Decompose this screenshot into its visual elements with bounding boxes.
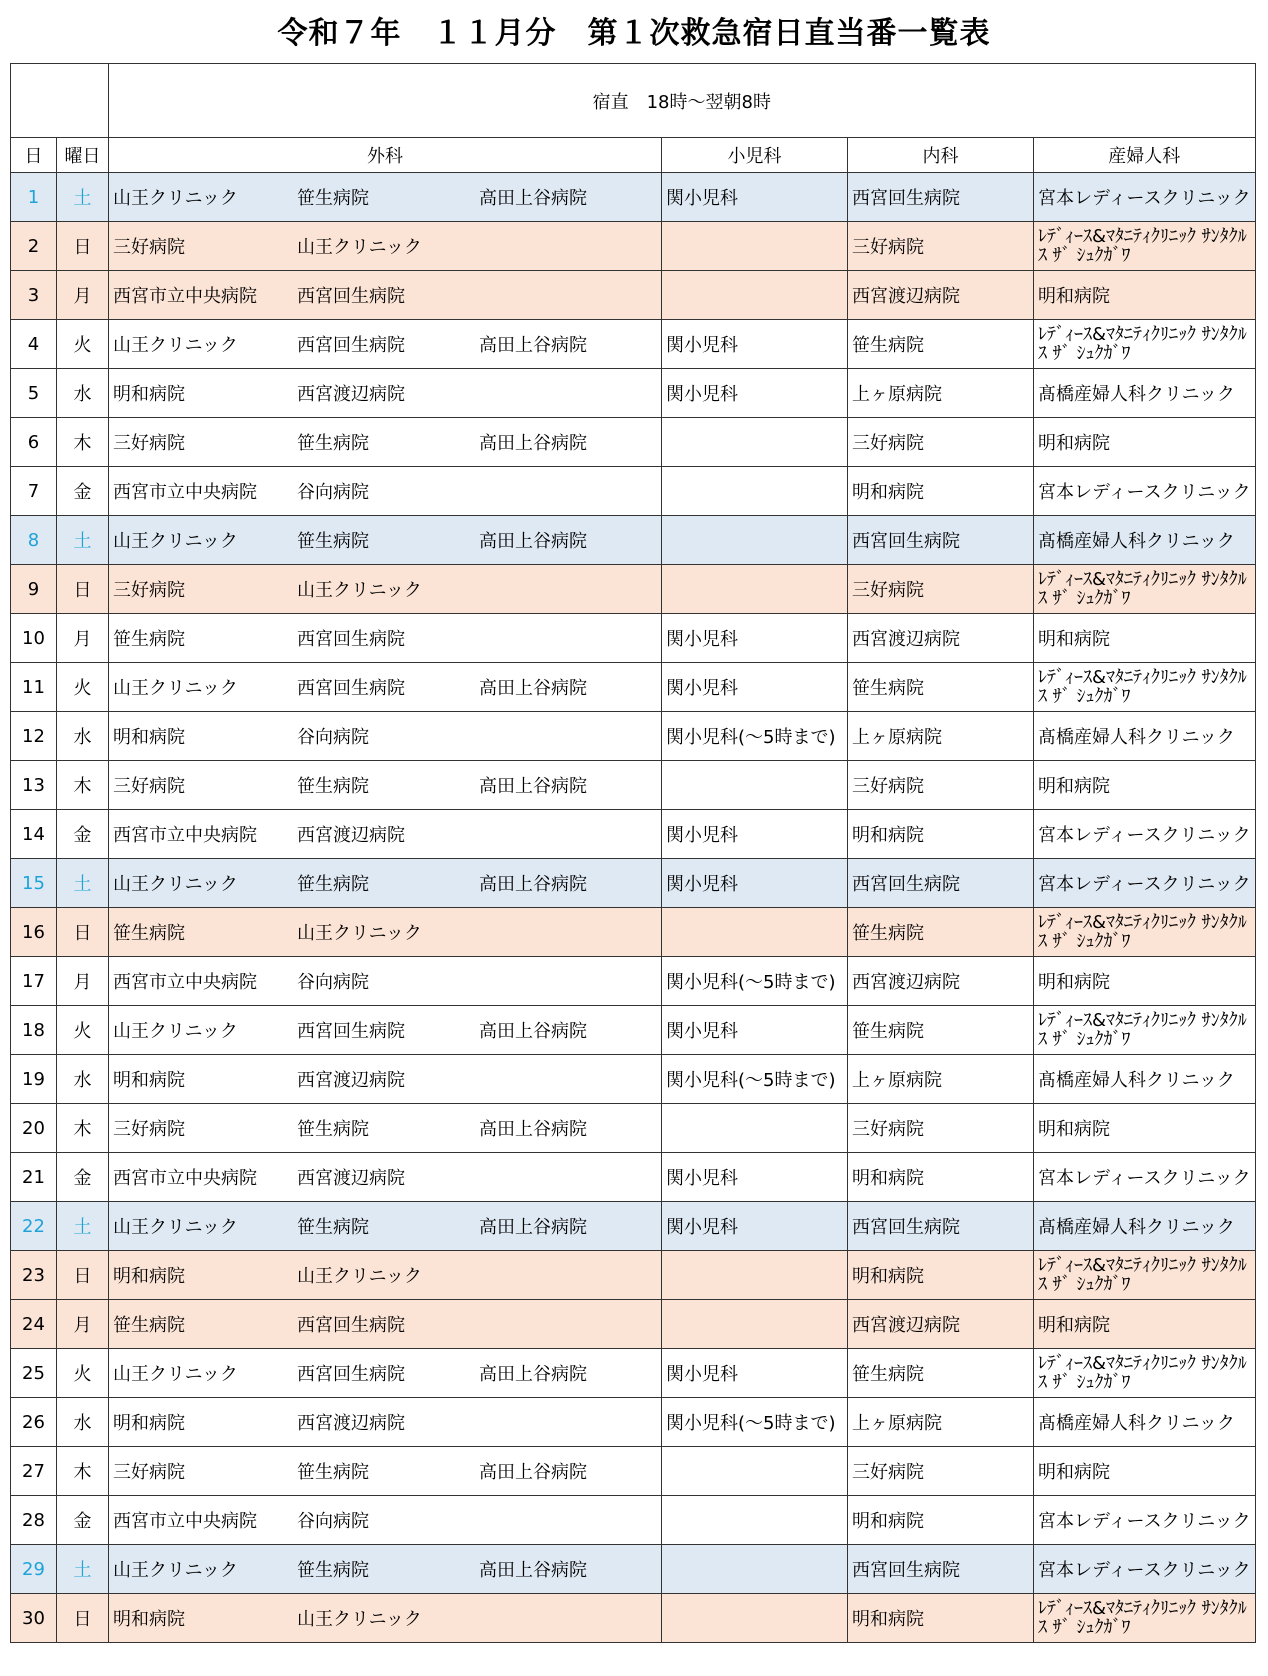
obstetrics-gynecology-cell: 髙橋産婦人科クリニック [1034,516,1256,565]
surgery-hospital: 高田上谷病院 [479,531,587,552]
day-number-cell: 17 [11,957,57,1006]
surgery-cell [109,761,662,810]
day-number-cell: 18 [11,1006,57,1055]
obstetrics-gynecology-cell: 髙橋産婦人科クリニック [1034,1398,1256,1447]
pediatrics-cell [662,222,848,271]
pediatrics-cell [662,1300,848,1349]
weekday-cell: 日 [57,222,109,271]
internal-medicine-cell: 三好病院 [848,761,1034,810]
surgery-hospital: 高田上谷病院 [479,874,587,895]
surgery-cell [109,957,662,1006]
table-row [11,1251,1256,1300]
pediatrics-cell [662,565,848,614]
column-header-day: 日 [11,138,57,173]
weekday-cell: 水 [57,369,109,418]
obstetrics-gynecology-cell: 髙橋産婦人科クリニック [1034,1202,1256,1251]
surgery-cell [109,1202,662,1251]
surgery-hospital: 高田上谷病院 [479,188,587,209]
surgery-cell [109,369,662,418]
pediatrics-cell: 関小児科 [662,173,848,222]
surgery-hospital: 西宮回生病院 [297,1364,405,1385]
day-number-cell: 7 [11,467,57,516]
weekday-cell: 金 [57,1153,109,1202]
internal-medicine-cell: 西宮回生病院 [848,173,1034,222]
day-number-cell: 11 [11,663,57,712]
pediatrics-cell: 関小児科 [662,1006,848,1055]
day-number-cell: 1 [11,173,57,222]
day-number-cell: 23 [11,1251,57,1300]
surgery-hospital: 西宮回生病院 [297,1315,405,1336]
internal-medicine-cell: 西宮回生病院 [848,1545,1034,1594]
surgery-hospital: 山王クリニック [113,1560,238,1581]
pediatrics-cell [662,1594,848,1643]
surgery-cell [109,614,662,663]
pediatrics-cell [662,1496,848,1545]
surgery-cell [109,810,662,859]
day-number-cell: 10 [11,614,57,663]
page-title: 令和７年 １１月分 第１次救急宿日直当番一覧表 [277,16,991,51]
roster-body [11,173,1256,1643]
column-header-weekday: 曜日 [57,138,109,173]
surgery-hospital: 高田上谷病院 [479,335,587,356]
surgery-hospital: 西宮渡辺病院 [297,1413,405,1434]
column-header-obstetrics-gynecology: 産婦人科 [1034,138,1256,173]
day-number-cell: 29 [11,1545,57,1594]
surgery-hospital: 西宮市立中央病院 [113,1168,257,1189]
pediatrics-cell: 関小児科 [662,859,848,908]
weekday-cell: 火 [57,1006,109,1055]
pediatrics-cell [662,1104,848,1153]
surgery-cell [109,712,662,761]
internal-medicine-cell: 三好病院 [848,565,1034,614]
weekday-cell: 日 [57,1594,109,1643]
day-number-cell: 20 [11,1104,57,1153]
weekday-cell: 金 [57,1496,109,1545]
surgery-cell [109,467,662,516]
weekday-cell: 日 [57,1251,109,1300]
internal-medicine-cell: 三好病院 [848,222,1034,271]
obstetrics-gynecology-cell: ﾚﾃﾞｨｰｽ&ﾏﾀﾆﾃｨｸﾘﾆｯｸ ｻﾝﾀｸﾙｽ ｻﾞ ｼｭｸｶﾞﾜ [1034,663,1256,712]
duty-roster-table [10,63,1256,1643]
surgery-hospital: 高田上谷病院 [479,678,587,699]
surgery-hospital: 笹生病院 [297,531,369,552]
surgery-hospital: 笹生病院 [297,188,369,209]
weekday-cell: 土 [57,1202,109,1251]
obstetrics-gynecology-cell: 宮本レディースクリニック [1034,859,1256,908]
weekday-cell: 土 [57,516,109,565]
day-number-cell: 24 [11,1300,57,1349]
table-row [11,369,1256,418]
day-number-cell: 15 [11,859,57,908]
day-number-cell: 5 [11,369,57,418]
obstetrics-gynecology-cell: ﾚﾃﾞｨｰｽ&ﾏﾀﾆﾃｨｸﾘﾆｯｸ ｻﾝﾀｸﾙｽ ｻﾞ ｼｭｸｶﾞﾜ [1034,1349,1256,1398]
day-number-cell: 27 [11,1447,57,1496]
surgery-hospital: 高田上谷病院 [479,1462,587,1483]
surgery-cell [109,320,662,369]
surgery-hospital: 三好病院 [113,433,185,454]
surgery-cell [109,1545,662,1594]
pediatrics-cell [662,1447,848,1496]
surgery-hospital: 西宮回生病院 [297,286,405,307]
pediatrics-cell: 関小児科(～5時まで) [662,1398,848,1447]
weekday-cell: 火 [57,320,109,369]
surgery-hospital: 三好病院 [113,237,185,258]
internal-medicine-cell: 西宮回生病院 [848,516,1034,565]
surgery-hospital: 笹生病院 [297,1119,369,1140]
surgery-hospital: 西宮市立中央病院 [113,972,257,993]
surgery-hospital: 西宮市立中央病院 [113,286,257,307]
weekday-cell: 水 [57,712,109,761]
weekday-cell: 木 [57,1447,109,1496]
day-number-cell: 16 [11,908,57,957]
table-row [11,467,1256,516]
obstetrics-gynecology-cell: 宮本レディースクリニック [1034,467,1256,516]
obstetrics-gynecology-cell: ﾚﾃﾞｨｰｽ&ﾏﾀﾆﾃｨｸﾘﾆｯｸ ｻﾝﾀｸﾙｽ ｻﾞ ｼｭｸｶﾞﾜ [1034,1006,1256,1055]
internal-medicine-cell: 笹生病院 [848,1006,1034,1055]
surgery-cell [109,1055,662,1104]
day-number-cell: 3 [11,271,57,320]
obstetrics-gynecology-cell: ﾚﾃﾞｨｰｽ&ﾏﾀﾆﾃｨｸﾘﾆｯｸ ｻﾝﾀｸﾙｽ ｻﾞ ｼｭｸｶﾞﾜ [1034,222,1256,271]
internal-medicine-cell: 西宮渡辺病院 [848,271,1034,320]
day-number-cell: 4 [11,320,57,369]
obstetrics-gynecology-cell: 宮本レディースクリニック [1034,1496,1256,1545]
pediatrics-cell [662,908,848,957]
weekday-cell: 火 [57,663,109,712]
obstetrics-gynecology-cell: 髙橋産婦人科クリニック [1034,369,1256,418]
pediatrics-cell [662,418,848,467]
table-row [11,712,1256,761]
surgery-hospital: 山王クリニック [113,188,238,209]
surgery-hospital: 高田上谷病院 [479,1119,587,1140]
surgery-hospital: 笹生病院 [297,776,369,797]
pediatrics-cell [662,1251,848,1300]
table-row [11,1594,1256,1643]
weekday-cell: 水 [57,1055,109,1104]
surgery-hospital: 高田上谷病院 [479,1364,587,1385]
weekday-cell: 木 [57,1104,109,1153]
weekday-cell: 木 [57,761,109,810]
pediatrics-cell: 関小児科 [662,1202,848,1251]
obstetrics-gynecology-cell: ﾚﾃﾞｨｰｽ&ﾏﾀﾆﾃｨｸﾘﾆｯｸ ｻﾝﾀｸﾙｽ ｻﾞ ｼｭｸｶﾞﾜ [1034,908,1256,957]
surgery-cell [109,222,662,271]
obstetrics-gynecology-cell: 明和病院 [1034,1300,1256,1349]
surgery-hospital: 山王クリニック [113,1364,238,1385]
internal-medicine-cell: 笹生病院 [848,320,1034,369]
weekday-cell: 金 [57,467,109,516]
surgery-hospital: 三好病院 [113,580,185,601]
obstetrics-gynecology-cell: 髙橋産婦人科クリニック [1034,712,1256,761]
weekday-cell: 金 [57,810,109,859]
obstetrics-gynecology-cell: ﾚﾃﾞｨｰｽ&ﾏﾀﾆﾃｨｸﾘﾆｯｸ ｻﾝﾀｸﾙｽ ｻﾞ ｼｭｸｶﾞﾜ [1034,320,1256,369]
pediatrics-cell: 関小児科 [662,663,848,712]
weekday-cell: 月 [57,1300,109,1349]
weekday-cell: 土 [57,173,109,222]
internal-medicine-cell: 笹生病院 [848,1349,1034,1398]
surgery-hospital: 山王クリニック [297,237,422,258]
obstetrics-gynecology-cell: 明和病院 [1034,614,1256,663]
table-row [11,957,1256,1006]
obstetrics-gynecology-cell: 髙橋産婦人科クリニック [1034,1055,1256,1104]
weekday-cell: 木 [57,418,109,467]
weekday-cell: 火 [57,1349,109,1398]
internal-medicine-cell: 明和病院 [848,1496,1034,1545]
surgery-hospital: 西宮回生病院 [297,1021,405,1042]
table-row [11,1104,1256,1153]
surgery-hospital: 西宮回生病院 [297,629,405,650]
surgery-hospital: 明和病院 [113,1266,185,1287]
internal-medicine-cell: 三好病院 [848,1104,1034,1153]
surgery-hospital: 西宮渡辺病院 [297,1070,405,1091]
table-row [11,761,1256,810]
table-row [11,1006,1256,1055]
surgery-hospital: 山王クリニック [297,580,422,601]
surgery-hospital: 山王クリニック [113,1021,238,1042]
internal-medicine-cell: 明和病院 [848,467,1034,516]
day-number-cell: 21 [11,1153,57,1202]
surgery-hospital: 山王クリニック [113,874,238,895]
internal-medicine-cell: 上ヶ原病院 [848,712,1034,761]
surgery-hospital: 笹生病院 [113,1315,185,1336]
surgery-hospital: 笹生病院 [113,629,185,650]
header-row-shift [11,64,1256,138]
pediatrics-cell: 関小児科(～5時まで) [662,712,848,761]
surgery-cell [109,1300,662,1349]
table-row [11,222,1256,271]
surgery-cell [109,271,662,320]
obstetrics-gynecology-cell: ﾚﾃﾞｨｰｽ&ﾏﾀﾆﾃｨｸﾘﾆｯｸ ｻﾝﾀｸﾙｽ ｻﾞ ｼｭｸｶﾞﾜ [1034,1594,1256,1643]
surgery-hospital: 谷向病院 [297,727,369,748]
surgery-cell [109,663,662,712]
pediatrics-cell: 関小児科(～5時まで) [662,957,848,1006]
day-number-cell: 30 [11,1594,57,1643]
pediatrics-cell: 関小児科 [662,1349,848,1398]
surgery-hospital: 山王クリニック [297,1266,422,1287]
table-row [11,516,1256,565]
surgery-hospital: 笹生病院 [297,1560,369,1581]
internal-medicine-cell: 明和病院 [848,1153,1034,1202]
obstetrics-gynecology-cell: 明和病院 [1034,957,1256,1006]
table-row [11,908,1256,957]
table-row [11,810,1256,859]
table-row [11,1545,1256,1594]
column-header-surgery: 外科 [109,138,662,173]
column-header-internal-medicine: 内科 [848,138,1034,173]
surgery-hospital: 西宮渡辺病院 [297,1168,405,1189]
surgery-hospital: 三好病院 [113,1119,185,1140]
internal-medicine-cell: 明和病院 [848,1251,1034,1300]
internal-medicine-cell: 西宮渡辺病院 [848,1300,1034,1349]
pediatrics-cell: 関小児科 [662,810,848,859]
internal-medicine-cell: 三好病院 [848,1447,1034,1496]
table-row [11,1447,1256,1496]
internal-medicine-cell: 明和病院 [848,1594,1034,1643]
table-row [11,1398,1256,1447]
shift-hours-header: 宿直 18時～翌朝8時 [109,64,1256,138]
table-row [11,271,1256,320]
surgery-cell [109,1104,662,1153]
surgery-cell [109,1594,662,1643]
surgery-cell [109,516,662,565]
pediatrics-cell [662,467,848,516]
day-number-cell: 13 [11,761,57,810]
obstetrics-gynecology-cell: 宮本レディースクリニック [1034,1153,1256,1202]
surgery-hospital: 山王クリニック [113,1217,238,1238]
surgery-cell [109,859,662,908]
surgery-hospital: 明和病院 [113,1413,185,1434]
surgery-hospital: 谷向病院 [297,482,369,503]
day-number-cell: 8 [11,516,57,565]
surgery-cell [109,1398,662,1447]
pediatrics-cell: 関小児科 [662,614,848,663]
header-blank [11,64,109,138]
surgery-hospital: 西宮回生病院 [297,335,405,356]
pediatrics-cell [662,1545,848,1594]
surgery-hospital: 笹生病院 [297,1462,369,1483]
surgery-cell [109,565,662,614]
surgery-hospital: 高田上谷病院 [479,1021,587,1042]
day-number-cell: 28 [11,1496,57,1545]
surgery-hospital: 山王クリニック [297,1609,422,1630]
table-row [11,663,1256,712]
surgery-cell [109,1251,662,1300]
surgery-hospital: 明和病院 [113,1070,185,1091]
pediatrics-cell: 関小児科 [662,369,848,418]
day-number-cell: 14 [11,810,57,859]
surgery-hospital: 山王クリニック [297,923,422,944]
internal-medicine-cell: 西宮回生病院 [848,859,1034,908]
obstetrics-gynecology-cell: ﾚﾃﾞｨｰｽ&ﾏﾀﾆﾃｨｸﾘﾆｯｸ ｻﾝﾀｸﾙｽ ｻﾞ ｼｭｸｶﾞﾜ [1034,1251,1256,1300]
obstetrics-gynecology-cell: 明和病院 [1034,761,1256,810]
surgery-hospital: 西宮市立中央病院 [113,825,257,846]
surgery-cell [109,908,662,957]
surgery-cell [109,1496,662,1545]
surgery-cell [109,1447,662,1496]
day-number-cell: 2 [11,222,57,271]
pediatrics-cell [662,761,848,810]
internal-medicine-cell: 西宮渡辺病院 [848,957,1034,1006]
obstetrics-gynecology-cell: 明和病院 [1034,418,1256,467]
surgery-hospital: 高田上谷病院 [479,433,587,454]
surgery-hospital: 谷向病院 [297,1511,369,1532]
surgery-hospital: 明和病院 [113,384,185,405]
obstetrics-gynecology-cell: 宮本レディースクリニック [1034,810,1256,859]
surgery-hospital: 山王クリニック [113,678,238,699]
table-row [11,565,1256,614]
table-row [11,1202,1256,1251]
weekday-cell: 月 [57,271,109,320]
table-row [11,859,1256,908]
surgery-hospital: 西宮市立中央病院 [113,1511,257,1532]
pediatrics-cell [662,516,848,565]
obstetrics-gynecology-cell: 明和病院 [1034,1104,1256,1153]
surgery-cell [109,1349,662,1398]
surgery-hospital: 谷向病院 [297,972,369,993]
obstetrics-gynecology-cell: 明和病院 [1034,271,1256,320]
internal-medicine-cell: 明和病院 [848,810,1034,859]
column-header-pediatrics: 小児科 [662,138,848,173]
internal-medicine-cell: 三好病院 [848,418,1034,467]
pediatrics-cell [662,271,848,320]
pediatrics-cell: 関小児科(～5時まで) [662,1055,848,1104]
surgery-hospital: 笹生病院 [297,433,369,454]
obstetrics-gynecology-cell: ﾚﾃﾞｨｰｽ&ﾏﾀﾆﾃｨｸﾘﾆｯｸ ｻﾝﾀｸﾙｽ ｻﾞ ｼｭｸｶﾞﾜ [1034,565,1256,614]
surgery-cell [109,418,662,467]
internal-medicine-cell: 上ヶ原病院 [848,369,1034,418]
weekday-cell: 日 [57,565,109,614]
surgery-cell [109,173,662,222]
day-number-cell: 25 [11,1349,57,1398]
surgery-hospital: 明和病院 [113,727,185,748]
table-row [11,320,1256,369]
weekday-cell: 月 [57,957,109,1006]
surgery-hospital: 高田上谷病院 [479,1560,587,1581]
weekday-cell: 日 [57,908,109,957]
surgery-hospital: 明和病院 [113,1609,185,1630]
surgery-hospital: 笹生病院 [297,874,369,895]
header-row-columns [11,138,1256,173]
day-number-cell: 26 [11,1398,57,1447]
table-row [11,418,1256,467]
table-row [11,1300,1256,1349]
surgery-hospital: 三好病院 [113,1462,185,1483]
table-row [11,173,1256,222]
surgery-hospital: 高田上谷病院 [479,776,587,797]
surgery-hospital: 西宮回生病院 [297,678,405,699]
surgery-cell [109,1153,662,1202]
surgery-hospital: 三好病院 [113,776,185,797]
weekday-cell: 水 [57,1398,109,1447]
pediatrics-cell: 関小児科 [662,320,848,369]
pediatrics-cell: 関小児科 [662,1153,848,1202]
day-number-cell: 6 [11,418,57,467]
table-row [11,614,1256,663]
obstetrics-gynecology-cell: 宮本レディースクリニック [1034,1545,1256,1594]
day-number-cell: 12 [11,712,57,761]
internal-medicine-cell: 上ヶ原病院 [848,1398,1034,1447]
day-number-cell: 19 [11,1055,57,1104]
surgery-hospital: 山王クリニック [113,335,238,356]
obstetrics-gynecology-cell: 明和病院 [1034,1447,1256,1496]
table-row [11,1055,1256,1104]
weekday-cell: 土 [57,1545,109,1594]
surgery-hospital: 西宮渡辺病院 [297,825,405,846]
surgery-hospital: 山王クリニック [113,531,238,552]
surgery-hospital: 笹生病院 [113,923,185,944]
internal-medicine-cell: 笹生病院 [848,663,1034,712]
internal-medicine-cell: 西宮回生病院 [848,1202,1034,1251]
surgery-hospital: 笹生病院 [297,1217,369,1238]
weekday-cell: 土 [57,859,109,908]
day-number-cell: 22 [11,1202,57,1251]
table-row [11,1349,1256,1398]
internal-medicine-cell: 西宮渡辺病院 [848,614,1034,663]
day-number-cell: 9 [11,565,57,614]
surgery-hospital: 高田上谷病院 [479,1217,587,1238]
table-row [11,1496,1256,1545]
surgery-hospital: 西宮市立中央病院 [113,482,257,503]
weekday-cell: 月 [57,614,109,663]
surgery-hospital: 西宮渡辺病院 [297,384,405,405]
obstetrics-gynecology-cell: 宮本レディースクリニック [1034,173,1256,222]
surgery-cell [109,1006,662,1055]
internal-medicine-cell: 上ヶ原病院 [848,1055,1034,1104]
table-row [11,1153,1256,1202]
internal-medicine-cell: 笹生病院 [848,908,1034,957]
